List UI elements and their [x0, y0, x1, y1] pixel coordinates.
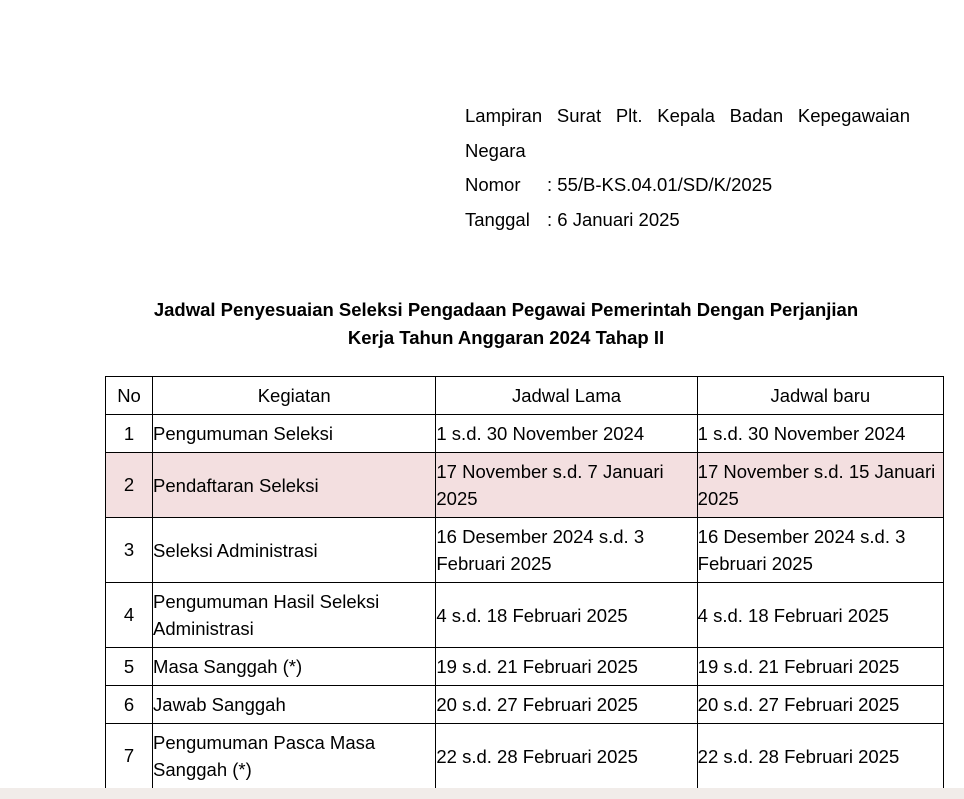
- column-header-jadwal-lama: Jadwal Lama: [436, 377, 697, 415]
- row-number: 6: [106, 686, 153, 724]
- row-jadwal-baru: 22 s.d. 28 Februari 2025: [697, 724, 943, 789]
- row-jadwal-lama: 17 November s.d. 7 Januari 2025: [436, 453, 697, 518]
- column-header-kegiatan: Kegiatan: [153, 377, 436, 415]
- table-header-row: [106, 377, 944, 415]
- row-jadwal-lama: 4 s.d. 18 Februari 2025: [436, 583, 697, 648]
- row-kegiatan: Pengumuman Seleksi: [153, 415, 436, 453]
- title-line-1: Jadwal Penyesuaian Seleksi Pengadaan Pegawai Pemerintah Dengan Perjanjian: [153, 299, 859, 320]
- nomor-row: [465, 168, 910, 203]
- letter-attachment-header: [465, 99, 910, 237]
- row-jadwal-baru: 1 s.d. 30 November 2024: [697, 415, 943, 453]
- row-jadwal-baru: 20 s.d. 27 Februari 2025: [697, 686, 943, 724]
- row-kegiatan: Jawab Sanggah: [153, 686, 436, 724]
- table-row: [106, 518, 944, 583]
- table-row: [106, 583, 944, 648]
- row-jadwal-baru: 4 s.d. 18 Februari 2025: [697, 583, 943, 648]
- row-kegiatan: Seleksi Administrasi: [153, 518, 436, 583]
- nomor-value: : 55/B-KS.04.01/SD/K/2025: [547, 174, 773, 195]
- table-row: [106, 415, 944, 453]
- attachment-line-2: Negara: [465, 139, 526, 161]
- row-kegiatan: Pengumuman Hasil Seleksi Administrasi: [153, 583, 436, 648]
- title-line-2: Kerja Tahun Anggaran 2024 Tahap II: [347, 327, 665, 348]
- row-number: 7: [106, 724, 153, 789]
- row-jadwal-lama: 19 s.d. 21 Februari 2025: [436, 648, 697, 686]
- row-number: 4: [106, 583, 153, 648]
- table-row: [106, 686, 944, 724]
- viewer-bottom-edge: [0, 788, 964, 799]
- row-jadwal-lama: 1 s.d. 30 November 2024: [436, 415, 697, 453]
- row-kegiatan: Pendaftaran Seleksi: [153, 453, 436, 518]
- table-row-highlighted: [106, 453, 944, 518]
- column-header-jadwal-baru: Jadwal baru: [697, 377, 943, 415]
- nomor-label: Nomor: [465, 174, 521, 195]
- tanggal-row: [465, 203, 910, 238]
- column-header-no: No: [106, 377, 153, 415]
- document-title: [104, 296, 908, 352]
- row-number: 3: [106, 518, 153, 583]
- tanggal-label: Tanggal: [465, 208, 530, 230]
- attachment-line-1: Lampiran Surat Plt. Kepala Badan Kepegawaian: [465, 105, 910, 126]
- row-number: 1: [106, 415, 153, 453]
- row-kegiatan: Pengumuman Pasca Masa Sanggah (*): [153, 724, 436, 789]
- row-jadwal-lama: 22 s.d. 28 Februari 2025: [436, 724, 697, 789]
- row-number: 5: [106, 648, 153, 686]
- row-jadwal-baru: 19 s.d. 21 Februari 2025: [697, 648, 943, 686]
- row-jadwal-lama: 16 Desember 2024 s.d. 3 Februari 2025: [436, 518, 697, 583]
- row-jadwal-baru: 16 Desember 2024 s.d. 3 Februari 2025: [697, 518, 943, 583]
- table-row: [106, 724, 944, 789]
- table-row: [106, 648, 944, 686]
- schedule-table: [105, 376, 944, 789]
- tanggal-value: : 6 Januari 2025: [547, 208, 680, 230]
- row-jadwal-lama: 20 s.d. 27 Februari 2025: [436, 686, 697, 724]
- row-kegiatan: Masa Sanggah (*): [153, 648, 436, 686]
- row-jadwal-baru: 17 November s.d. 15 Januari 2025: [697, 453, 943, 518]
- row-number: 2: [106, 453, 153, 518]
